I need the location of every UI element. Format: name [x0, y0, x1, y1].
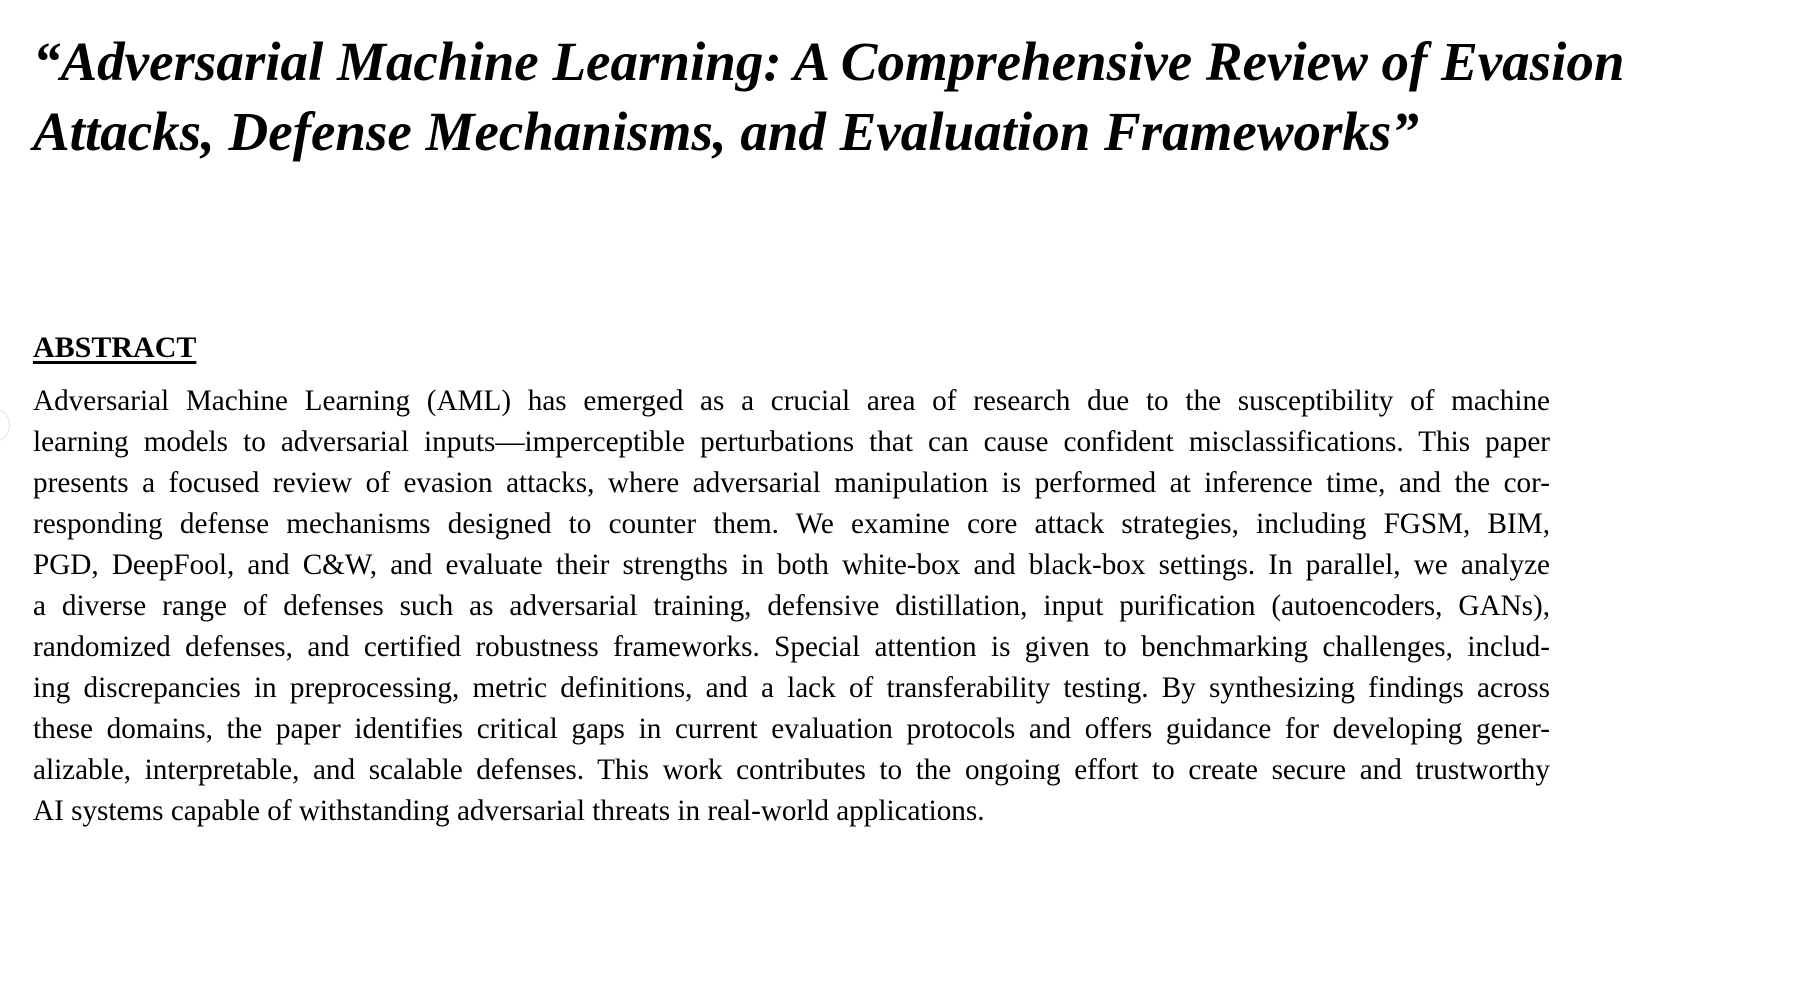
abstract-line: ing discrepancies in preprocessing, metric definitions, and a lack of transferability testing. By synthesizing findings across [33, 672, 1550, 704]
paper-title-line-2: Attacks, Defense Mechanisms, and Evaluation Frameworks” [33, 101, 1419, 162]
paper-title [33, 27, 1625, 167]
abstract-line: PGD, DeepFool, and C&W, and evaluate their strengths in both white-box and black-box settings. In parallel, we analyze [33, 549, 1550, 581]
abstract-heading: ABSTRACT [33, 331, 197, 364]
edge-scroll-handle[interactable] [0, 407, 10, 443]
abstract-line-last: AI systems capable of withstanding adversarial threats in real-world applications. [33, 795, 985, 827]
paper-title-line-1: “Adversarial Machine Learning: A Comprehensive Review of Evasion [33, 31, 1625, 92]
abstract-line: alizable, interpretable, and scalable defenses. This work contributes to the ongoing effort to create secure and trustworthy [33, 754, 1550, 786]
abstract-body [33, 381, 1550, 832]
abstract-line: randomized defenses, and certified robustness frameworks. Special attention is given to benchmarking challenges, includ- [33, 631, 1550, 663]
abstract-line: learning models to adversarial inputs—imperceptible perturbations that can cause confident misclassifications. This paper [33, 426, 1550, 458]
abstract-line: responding defense mechanisms designed to counter them. We examine core attack strategies, including FGSM, BIM, [33, 508, 1550, 540]
abstract-line: presents a focused review of evasion attacks, where adversarial manipulation is performed at inference time, and the cor- [33, 467, 1550, 499]
abstract-line: Adversarial Machine Learning (AML) has emerged as a crucial area of research due to the susceptibility of machine [33, 385, 1550, 417]
abstract-line: these domains, the paper identifies critical gaps in current evaluation protocols and offers guidance for developing gener- [33, 713, 1550, 745]
abstract-line: a diverse range of defenses such as adversarial training, defensive distillation, input purification (autoencoders, GANs), [33, 590, 1550, 622]
